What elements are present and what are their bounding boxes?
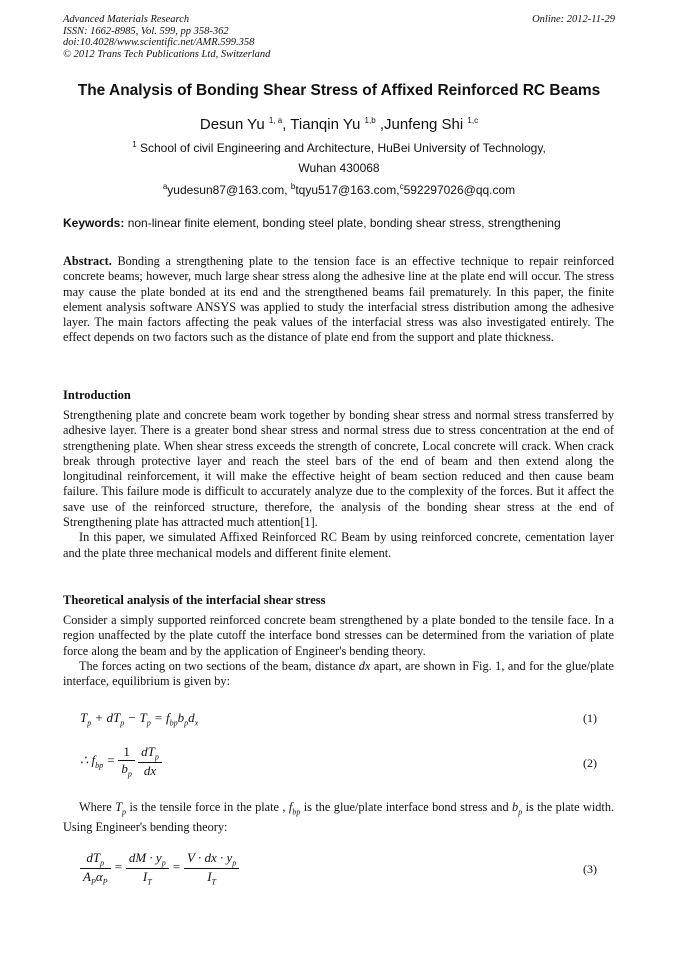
doi: doi:10.4028/www.scientific.net/AMR.599.358 [63, 37, 255, 48]
author-3: Junfeng Shi [384, 116, 464, 133]
page-header [63, 14, 615, 60]
paper-title: The Analysis of Bonding Shear Stress of Affixed Reinforced RC Beams [77, 82, 601, 99]
city: Wuhan 430068 [298, 161, 380, 175]
intro-paragraph: Strengthening plate and concrete beam work together by bonding shear stress and normal stress transferred by adhesive layer. There is a greater bond shear stress and normal stress due to stress concentration at the end of strengthening plate. When shear stress exceeds the strength of concrete, Local concrete will crack. When crack break through protective layer and reach the steel bars of the end of beam and then extend along the longitudinal reinforcement, it will make the effective height of beam section reduced and then cause beam failure. This failure mode is difficult to accurately analyze due to the complexity of the forces. But it affect the save use of the reinforced structure, therefore, the analysis of the bonding shear stress at the end of Strengthening plate has attracted much attention[1]. In this paper, we simulated Affixed Reinforced RC Beam by using reinforced concrete, cementation layer and the plate three mechanical models and different finite element. [63, 408, 614, 560]
equation-2: ∴ $f_{bp}$ = $\frac{1}{b_p}$ $\frac{dT_p}{dx}$ [80, 744, 162, 779]
theory-heading: Theoretical analysis of the interfacial shear stress [63, 593, 326, 607]
equation-1-number: (1) [583, 711, 597, 725]
equation-3-number: (3) [583, 862, 597, 876]
affiliation: $^1$ School of civil Engineering and Architecture, HuBei University of Technology, [132, 140, 546, 155]
intro-heading: Introduction [63, 388, 131, 402]
author-1: Desun Yu [199, 116, 265, 133]
abstract: Abstract. Bonding a strengthening plate to the tension face is an effective technique to repair reinforced concrete beams; however, much large shear stress along the adhesive line at the plate end will occur. The stress may cause the plate bonded at its end and the strengthened beams fail prematurely. In this paper, the finite element analysis software ANSYS was applied to study the interfacial stress distribution among the adhesive layer. The main factors affecting the peak values of the interfacial stress was also investigated entirely. The effect depends on two factors such as the distance of plate end from the support and plate thickness. [63, 254, 614, 345]
online-date: Online: 2012-11-29 [532, 14, 615, 25]
copyright: © 2012 Trans Tech Publications Ltd, Switzerland [63, 48, 271, 60]
equation-3: $\frac{dT_p}{A_P\alpha_P}$ = $\frac{dM \cdot y_p}{I_T}$ = $\frac{V \cdot dx \cdot y_p}{I_T}$ [80, 850, 239, 886]
theory-paragraph: Consider a simply supported reinforced concrete beam strengthened by a plate bonded to the tensile face. In a region unaffected by the plate cutoff the interface bond stresses can be determined from the variation of plate force along the beam and by the application of Engineer's bending theory. The forces acting on two sections of the beam, distance dx apart, are shown in Fig. 1, and for the glue/plate interface, equilibrium is given by: [63, 613, 614, 689]
authors: Desun Yu $^{1, a}$, Tianqin Yu $^{1,b}$ ,Junfeng Shi $^{1,c}$ [199, 116, 479, 133]
emails: $^a$yudesun87@163.com, $^b$tqyu517@163.com,$^c$592297026@qq.com [162, 182, 516, 197]
journal-name: Advanced Materials Research [63, 14, 190, 25]
equation-2-number: (2) [583, 756, 597, 770]
issn: ISSN: 1662-8985, Vol. 599, pp 358-362 [63, 25, 229, 37]
where-paragraph: Where $T_p$ is the tensile force in the plate , $f_{bp}$ is the glue/plate interface bond stress and $b_p$ is the plate width. Using Engineer's bending theory: [63, 800, 615, 834]
equation-1: $T_p + dT_p - T_p = f_{bp}b_pd_x$ [80, 710, 199, 728]
author-2: Tianqin Yu [290, 116, 361, 133]
keywords: Keywords: non-linear finite element, bonding steel plate, bonding shear stress, strengthening [63, 216, 561, 230]
